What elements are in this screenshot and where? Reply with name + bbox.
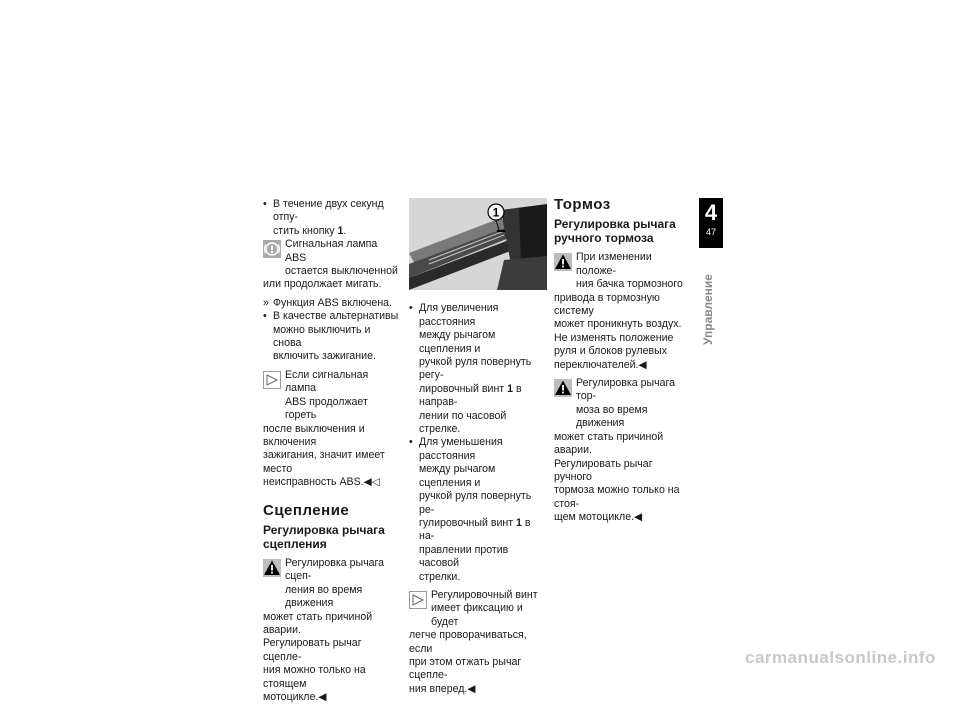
text-line: Если сигнальная лампа [285,368,369,395]
text-line: ния вперед.◀ [409,682,476,695]
list-item [409,436,546,583]
text-line: Не изменять положение [554,331,674,344]
text-line: Регулировать рычаг сцепле- [263,637,362,663]
text-line: привода в тормозную систему [554,291,660,318]
bullet: • [409,436,413,449]
text-line: может стать причиной аварии. [554,430,664,457]
photo-callout: 1 [492,205,500,220]
text-line: ния бачка тормозного [576,278,683,291]
end-mark: ◀ [634,511,643,524]
section-heading: Сцепление [263,501,350,519]
text-line: после выключения и включения [263,422,365,448]
text-line: между рычагом сцепления и [419,463,496,489]
text-line: ABS продолжает гореть [285,395,368,422]
end-mark: ◀ [638,358,647,371]
section-heading: Тормоз [554,196,611,213]
info-triangle-icon [409,591,427,609]
text-line: лировочный винт 1 в направ- [419,382,522,409]
end-mark: ◀ [467,682,476,695]
text-line: включить зажигание. [273,350,376,363]
text-line: может стать причиной аварии. [263,610,373,636]
chapter-tab [699,198,723,248]
text-line: стить кнопку 1. [273,224,347,237]
column-1 [263,198,400,704]
text-line: переключателей.◀ [554,358,647,371]
text-line: руля и блоков рулевых [554,345,668,358]
list-item [409,302,546,436]
text-line: легче проворачиваться, если [409,629,527,655]
text-line: имеет фиксацию и будет [431,602,523,628]
text-line: можно выключить и снова [273,323,371,350]
text-line: В течение двух секунд отпу- [273,198,384,224]
text-line: Регулировать рычаг ручного [554,457,653,483]
watermark: carmanualsonline.info [745,648,936,667]
reference-number: 1 [337,224,344,237]
text-line: при этом отжать рычаг сцепле- [409,655,522,682]
text-line: гулировочный винт 1 в на- [419,516,531,543]
bullet: • [409,302,413,315]
info-triangle-icon [263,371,281,389]
text-line: между рычагом сцепления и [419,329,496,355]
text-line: Регулировка рычага тор- [576,377,676,403]
text-line: Регулировочный винт [431,588,538,601]
text-line: ручкой руля повернуть регу- [419,356,532,382]
text-line: может проникнуть воздух. [554,318,682,331]
warning-note [263,557,400,611]
warning-note [554,377,692,431]
text-line: Регулировка рычага сцеп- [285,556,385,583]
warning-note [554,251,692,291]
text-line: ручкой руля повернуть ре- [419,490,532,516]
chapter-number: 4 [704,200,718,225]
reference-number: 1 [516,516,522,529]
bullet: • [263,310,267,323]
text-line: В качестве альтернативы [273,310,399,323]
text-line: ния можно только на стоящем [263,664,366,690]
end-mark: ◀ [318,691,327,703]
text-line: мотоцикле.◀ [263,691,327,703]
warning-icon [554,379,572,397]
warning-icon [263,559,281,577]
text-line: Сигнальная лампа ABS [285,238,378,264]
column-2 [409,198,546,696]
result-marker: » [263,296,269,309]
column-3 [554,198,692,525]
info-note [263,369,400,423]
reference-number: 1 [507,382,513,395]
text-line: Функция ABS включена. [273,296,393,309]
page-number: 47 [705,227,716,237]
text-line: ления во время движения [285,583,363,610]
text-line: Для увеличения расстояния [419,302,499,328]
text-line: или продолжает мигать. [263,278,382,291]
text-line: неисправность ABS.◀◁ [263,476,380,489]
list-item [263,198,400,238]
warning-icon [554,253,572,271]
info-note [409,589,546,629]
text-line: При изменении положе- [576,251,652,277]
end-mark: ◀◁ [363,476,380,489]
text-line: лении по часовой стрелке. [419,409,507,436]
list-item [263,310,400,364]
chapter-side-label: Управление [701,274,715,345]
result-item [263,297,400,310]
text-line: остается выключенной [285,265,398,278]
text-line: моза во время движения [576,403,648,430]
text-line: стрелки. [419,570,461,583]
clutch-lever-photo [409,198,547,290]
abs-note [263,238,400,278]
text-line: Для уменьшения расстояния [419,436,503,462]
bullet: • [263,198,267,210]
text-line: зажигания, значит имеет место [263,449,385,475]
text-line: тормоза можно только на стоя- [554,484,680,510]
abs-warning-lamp-icon [263,240,281,258]
text-line: щем мотоцикле.◀ [554,511,643,524]
subsection-heading: Регулировка рычага сцепления [263,522,385,551]
text-line: правлении против часовой [419,543,509,570]
subsection-heading: Регулировка рычага ручного тормоза [554,217,676,246]
